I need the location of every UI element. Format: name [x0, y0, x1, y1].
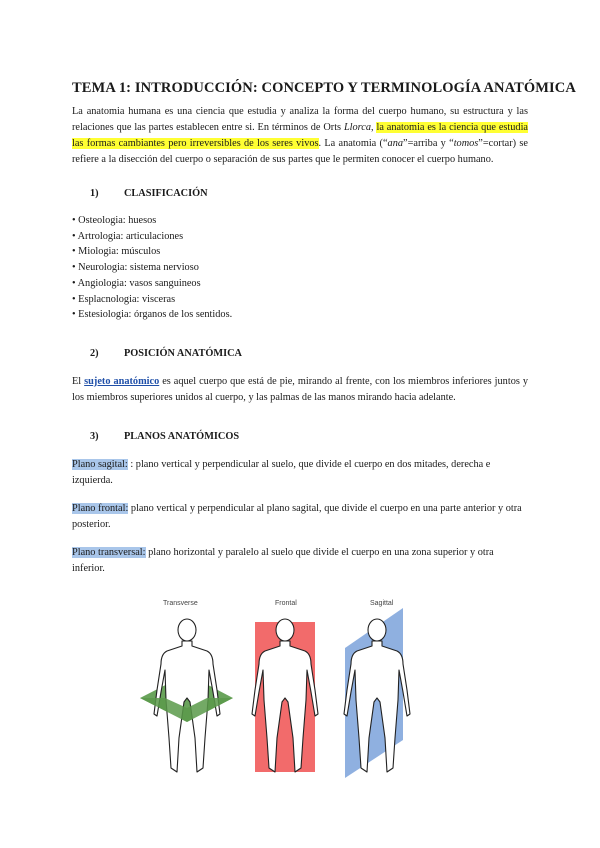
section-title: PLANOS ANATÓMICOS [124, 431, 240, 442]
intro-paragraph [72, 104, 528, 168]
plane-description: plano vertical y perpendicular al plano sagital, que divide el cuerpo en una parte anterior y otra posterior. [72, 503, 522, 530]
intro-text-4: ”=arriba y “ [403, 138, 454, 149]
plane-transversal-paragraph [72, 545, 528, 577]
intro-text-3: . La anatomia (“ [318, 138, 388, 149]
page-title: TEMA 1: INTRODUCCIÓN: CONCEPTO Y TERMINOLOGÍA ANATÓMICA [72, 80, 576, 96]
intro-text-5: ”=cortar) se refiere a la disección del cuerpo o separación de sus partes que le permiten conocer el cuerpo humano. [72, 138, 528, 165]
frontal-label: Frontal [275, 600, 297, 607]
list-item: • Artrologia: articulaciones [72, 230, 184, 242]
plane-label: Plano sagital: [72, 459, 128, 470]
intro-author: Llorca [343, 122, 372, 133]
section-number: 1) [90, 188, 99, 199]
intro-tomos: tomos [453, 138, 479, 149]
transverse-label: Transverse [163, 600, 198, 607]
list-item: • Esplacnologia: visceras [72, 293, 176, 305]
frontal-plane-group [252, 619, 318, 772]
position-text-1: El [72, 376, 85, 387]
intro-text-2: , [371, 122, 377, 133]
list-item: • Estesiologia: órganos de los sentidos. [72, 309, 233, 321]
plane-description: : plano vertical y perpendicular al suelo, que divide el cuerpo en dos mitades, derecha e izquierda. [72, 459, 491, 486]
transverse-plane-group [140, 619, 233, 772]
section-heading-3 [90, 431, 239, 442]
section-title: POSICIÓN ANATÓMICA [124, 348, 242, 359]
position-text-2: es aquel cuerpo que está de pie, mirando al frente, con los miembros inferiores juntos y los miembros superiores unidos al cuerpo, y las palmas de las manos mirando hacia adelante. [72, 376, 528, 403]
section-title: CLASIFICACIÓN [124, 188, 208, 199]
sujeto-anatomico-link[interactable]: sujeto anatómico [84, 376, 160, 387]
section-heading-1 [90, 188, 208, 199]
list-item: • Miologia: músculos [72, 246, 161, 258]
classification-list [72, 213, 232, 323]
intro-highlight: la anatomia es la ciencia que estudia las formas cambiantes pero irreversibles de los seres vivos [72, 122, 529, 149]
plane-sagital-paragraph [72, 457, 528, 489]
plane-label: Plano frontal: [72, 503, 129, 514]
plane-description: plano horizontal y paralelo al suelo que divide el cuerpo en una zona superior y otra inferior. [72, 547, 494, 574]
intro-ana: ana [387, 138, 403, 149]
section-number: 3) [90, 431, 99, 442]
list-item: • Neurologia: sistema nervioso [72, 262, 199, 274]
list-item: • Angiologia: vasos sanguineos [72, 277, 201, 289]
sagittal-label: Sagittal [370, 600, 394, 607]
sagittal-plane-group [344, 608, 410, 778]
section-heading-2 [90, 348, 242, 359]
intro-text-1: La anatomia humana es una ciencia que estudia y analiza la forma del cuerpo humano, su estructura y las relaciones que las partes establecen entre si. En términos de Orts [72, 106, 528, 133]
plane-label: Plano transversal: [72, 547, 146, 558]
anatomical-planes-figure [135, 580, 470, 780]
section-number: 2) [90, 348, 99, 359]
position-paragraph [72, 374, 528, 406]
list-item: • Osteologia: huesos [72, 215, 157, 226]
plane-frontal-paragraph [72, 501, 528, 533]
